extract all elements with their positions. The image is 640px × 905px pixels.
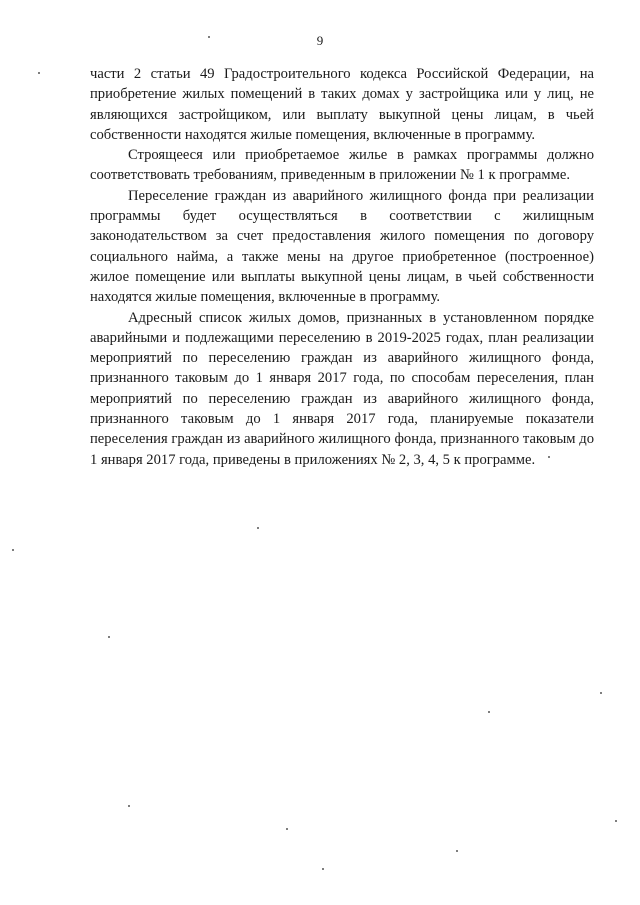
scan-speck — [456, 850, 458, 852]
scan-speck — [286, 828, 288, 830]
scan-speck — [128, 805, 130, 807]
scan-speck — [12, 549, 14, 551]
scan-speck — [38, 72, 40, 74]
scan-speck — [600, 692, 602, 694]
scan-speck — [257, 527, 259, 529]
paragraph-housing-requirements: Строящееся или приобретаемое жилье в рамках программы должно соответствовать требованиям, приведенным в приложении № 1 к программе. — [90, 147, 594, 184]
scan-speck — [615, 820, 617, 822]
paragraph-address-list: Адресный список жилых домов, признанных в установленном порядке аварийными и подлежащими переселению в 2019-2025 годах, план реализации мероприятий по переселению граждан из аварийного жилищного фонда, признанного таковым до 1 января 2017 года, по способам переселения, план мероприятий по переселению граждан из аварийного жилищного фонда, признанного таковым до 1 января 2017 года, планируемые показатели переселения граждан из аварийного жилищного фонда, признанного таковым до 1 января 2017 года, приведены в приложениях № 2, 3, 4, 5 к программе. — [90, 309, 594, 468]
scan-speck — [322, 868, 324, 870]
scan-speck — [108, 636, 110, 638]
page-number: 9 — [316, 33, 324, 48]
paragraph-resettlement-method: Переселение граждан из аварийного жилищного фонда при реализации программы будет осуществляться в соответствии с жилищным законодательством за счет предоставления жилого помещения по договору социального найма, а также мены на другое приобретенное (построенное) жилое помещение или выплаты выкупной цены лицам, в чьей собственности находятся жилые помещения, включенные в программу. — [90, 187, 594, 306]
body-text — [90, 64, 594, 470]
scan-speck — [208, 36, 210, 38]
scan-speck — [488, 711, 490, 713]
scan-speck — [548, 456, 550, 458]
paragraph-continuation: части 2 статьи 49 Градостроительного кодекса Российской Федерации, на приобретение жилых помещений в таких домах у застройщика или у лиц, не являющихся застройщиком, или выплату выкупной цены лицам, в чьей собственности находятся жилые помещения, включенные в программу. — [90, 66, 594, 143]
